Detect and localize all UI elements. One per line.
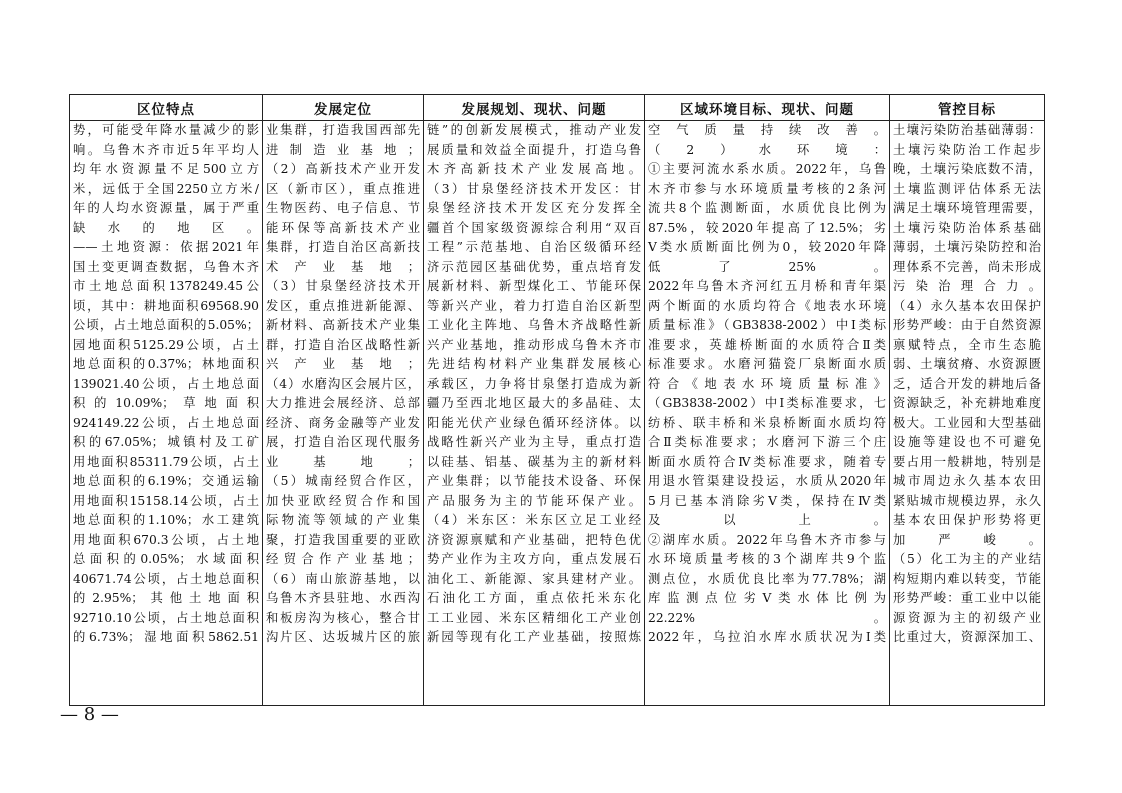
cell-text-line: （4）米东区：米东区立足工业经 (427, 513, 641, 527)
cell-text-line: 工程”示范基地、自治区级循环经 (427, 240, 641, 254)
cell-environment-goals (645, 121, 890, 706)
cell-text-line: 能环保等高新技术产业 (266, 220, 420, 235)
cell-text-line: 石油化工方面，重点依托米东化 (427, 591, 641, 605)
cell-text-line: 集群，打造自治区高新技 (266, 240, 420, 254)
cell-text-line: ——土地资源：依据2021年 (73, 240, 259, 254)
cell-text-line: ①主要河流水系水质。2022年，乌鲁 (648, 162, 886, 176)
cell-text-line: （4）水磨沟区会展片区， (266, 376, 420, 391)
cell-text-line: 基本农田保护形势将更 (893, 513, 1041, 527)
cell-text-line: 响。乌鲁木齐市近5年平均人 (73, 142, 259, 157)
cell-text-line: 土壤污染防治工作起步 (893, 142, 1041, 157)
cell-text-line: （GB3838-2002）中Ⅰ类标准要求，七 (648, 396, 886, 410)
header-environment-goals: 区域环境目标、现状、问题 (645, 95, 890, 121)
cell-text-line: 源资源为主的初级产业 (893, 610, 1041, 625)
cell-text-line: 92710.10公顷，占土地总面积 (73, 610, 259, 625)
cell-text-line: 薄弱，土壤污染防控和治 (893, 240, 1041, 254)
cell-text-line: 晚，土壤污染底数不清， (893, 162, 1041, 176)
cell-text-line: 沟片区、达坂城片区的旅 (266, 630, 420, 644)
cell-text-line: 大力推进会展经济、总部 (266, 396, 420, 410)
cell-text-line: 疆乃至西北地区最大的多晶硅、太 (427, 396, 641, 410)
cell-text-line: 园地面积5125.29公顷，占土 (73, 337, 259, 352)
cell-text-line: 业基地； (266, 454, 420, 469)
cell-text-line: （5）化工为主的产业结 (893, 552, 1041, 566)
header-control-goals: 管控目标 (890, 95, 1045, 121)
cell-development-planning (424, 121, 645, 706)
cell-text-line: 势产业作为主攻方向，重点发展石 (427, 552, 641, 566)
cell-text-line: 米，远低于全国2250立方米/ (73, 181, 259, 196)
cell-text-line: 承载区，力争将甘泉堡打造成为新 (427, 376, 641, 391)
cell-text-line: （5）城南经贸合作区， (266, 474, 420, 488)
cell-text-line: 22.22%。 (648, 610, 886, 625)
cell-text-line: 济示范园区基础优势，重点培育发 (427, 259, 641, 274)
cell-text-line: 均年水资源量不足500立方 (73, 162, 259, 176)
cell-text-line: 构短期内难以转变，节能 (893, 571, 1041, 586)
cell-text-line: （3）甘泉堡经济技术开发区：甘 (427, 181, 641, 196)
cell-text-line: 低了25%。 (648, 259, 886, 274)
cell-text-line: 区（新市区），重点推进 (266, 181, 420, 196)
cell-text-line: 土壤监测评估体系无法 (893, 181, 1041, 196)
cell-text-line: 进制造业基地； (266, 142, 420, 157)
cell-text-line: 理体系不完善，尚未形成 (893, 259, 1041, 274)
cell-text-line: 经济、商务金融等产业发 (266, 415, 420, 430)
cell-text-line: 阳能光伏产业绿色循环经济体。以 (427, 415, 641, 430)
cell-text-line: 紧贴城市规模边界，永久 (893, 493, 1041, 508)
cell-text-line: 的2.95%；其他土地面积 (73, 591, 259, 605)
cell-text-line: 流共8个监测断面，水质优良比例为 (648, 201, 886, 215)
cell-text-line: 国土变更调查数据，乌鲁木齐 (73, 259, 259, 274)
cell-text-line: 际物流等领域的产业集 (266, 513, 420, 527)
cell-text-line: 疆首个国家级资源综合利用“双百 (427, 220, 641, 235)
cell-text-line: 积的10.09%；草地面积 (73, 396, 259, 410)
cell-text-line: 40671.74公顷，占土地总面积 (73, 571, 259, 586)
cell-text-line: 木齐高新技术产业发展高地。 (427, 162, 641, 176)
cell-text-line: 乌鲁木齐县驻地、水西沟 (266, 591, 420, 605)
cell-text-line: 木齐市参与水环境质量考核的2条河 (648, 181, 886, 196)
cell-text-line: 聚，打造我国重要的亚欧 (266, 532, 420, 547)
data-table (69, 94, 1045, 706)
cell-text-line: 纺桥、联丰桥和米泉桥断面水质均符 (648, 415, 886, 430)
cell-text-line: 用地面积15158.14公顷，占土 (73, 493, 259, 508)
cell-text-line: 资源缺乏，补充耕地难度 (893, 396, 1041, 410)
cell-text-line: 济资源禀赋和产业基础，把特色优 (427, 532, 641, 547)
cell-location-features (70, 121, 263, 706)
cell-text-line: （6）南山旅游基地，以 (266, 571, 420, 586)
cell-text-line: 积的67.05%；城镇村及工矿 (73, 435, 259, 449)
cell-text-line: 油化工、新能源、家具建材产业。 (427, 571, 641, 586)
cell-text-line: （2）高新技术产业开发 (266, 162, 420, 176)
cell-text-line: 土壤污染防治基础薄弱： (893, 123, 1041, 137)
table-header-row (70, 95, 1045, 121)
cell-text-line: 生物医药、电子信息、节 (266, 201, 420, 215)
cell-text-line: 水环境质量考核的3个湖库共9个监 (648, 552, 886, 566)
cell-text-line: 断面水质符合Ⅳ类标准要求，随着专 (648, 454, 886, 469)
table-row (70, 121, 1045, 706)
cell-text-line: 城市周边永久基本农田 (893, 474, 1041, 488)
cell-text-line: 的6.73%；湿地面积5862.51 (73, 630, 259, 644)
page-number: — 8 — (60, 704, 119, 725)
cell-text-line: （3）甘泉堡经济技术开 (266, 279, 420, 293)
cell-control-goals (890, 121, 1045, 706)
cell-text-line: 产品服务为主的节能环保产业。 (427, 493, 641, 508)
cell-text-line: 先进结构材料产业集群发展核心 (427, 357, 641, 371)
cell-text-line: 符合《地表水环境质量标准》 (648, 376, 886, 391)
cell-text-line: 满足土壤环境管理需要， (893, 201, 1041, 215)
cell-text-line: 库监测点位劣Ⅴ类水体比例为 (648, 591, 886, 605)
cell-text-line: 形势严峻：由于自然资源 (893, 318, 1041, 332)
cell-text-line: 地总面积的6.19%；交通运输 (73, 474, 259, 488)
cell-text-line: 工工业园、米东区精细化工产业创 (427, 610, 641, 625)
cell-text-line: 土壤污染防治体系基础 (893, 220, 1041, 235)
cell-text-line: 合Ⅱ类标准要求；水磨河下游三个庄 (648, 435, 886, 449)
cell-text-line: 及以上。 (648, 513, 886, 527)
cell-text-line: 势，可能受年降水量减少的影 (73, 123, 259, 137)
cell-text-line: 年的人均水资源量，属于严重 (73, 201, 259, 215)
cell-text-line: 展，打造自治区现代服务 (266, 435, 420, 449)
cell-text-line: （2）水环境： (648, 142, 886, 157)
cell-text-line: 标准要求。水磨河猫瓷厂泉断面水质 (648, 357, 886, 371)
cell-text-line: 工业化主阵地、乌鲁木齐战略性新 (427, 318, 641, 332)
cell-text-line: 产业集群；以节能技术设备、环保 (427, 474, 641, 488)
cell-text-line: 链”的创新发展模式，推动产业发 (427, 123, 641, 137)
cell-development-positioning (263, 121, 424, 706)
cell-text-line: 924149.22公顷，占土地总面 (73, 415, 259, 430)
header-development-positioning: 发展定位 (263, 95, 424, 121)
header-location-features: 区位特点 (70, 95, 263, 121)
cell-text-line: 质量标准》（GB3838-2002）中Ⅰ类标 (648, 318, 886, 332)
cell-text-line: 要占用一般耕地，特别是 (893, 454, 1041, 469)
cell-text-line: ②湖库水质。2022年乌鲁木齐市参与 (648, 532, 886, 547)
cell-text-line: 用地面积85311.79公顷，占土 (73, 454, 259, 469)
cell-text-line: 5月已基本消除劣Ⅴ类，保持在Ⅳ类 (648, 493, 886, 508)
cell-text-line: 空气质量持续改善。 (648, 123, 886, 137)
cell-text-line: （4）永久基本农田保护 (893, 298, 1041, 313)
cell-text-line: 禀赋特点，全市生态脆 (893, 337, 1041, 352)
cell-text-line: 经贸合作产业基地； (266, 552, 420, 566)
cell-text-line: 139021.40公顷，占土地总面 (73, 376, 259, 391)
cell-text-line: 比重过大，资源深加工、 (893, 630, 1041, 644)
cell-text-line: 设施等建设也不可避免 (893, 435, 1041, 449)
cell-text-line: 以硅基、铝基、碳基为主的新材料 (427, 454, 641, 469)
cell-text-line: 术产业基地； (266, 259, 420, 274)
cell-text-line: 地总面积的0.37%；林地面积 (73, 357, 259, 371)
cell-text-line: 2022年乌鲁木齐河红五月桥和青年渠 (648, 279, 886, 293)
cell-text-line: 新园等现有化工产业基础，按照炼 (427, 630, 641, 644)
cell-text-line: 2022年，乌拉泊水库水质状况为Ⅰ类 (648, 630, 886, 644)
cell-text-line: 战略性新兴产业为主导，重点打造 (427, 435, 641, 449)
cell-text-line: 新材料、高新技术产业集 (266, 318, 420, 332)
cell-text-line: 用地面积670.3公顷，占土地 (73, 532, 259, 547)
cell-text-line: 弱、土壤贫瘠、水资源匮 (893, 357, 1041, 371)
cell-text-line: 地总面积的1.10%；水工建筑 (73, 513, 259, 527)
cell-text-line: 极大。工业园和大型基础 (893, 415, 1041, 430)
cell-text-line: 展新材料、新型煤化工、节能环保 (427, 279, 641, 293)
cell-text-line: 泉堡经济技术开发区充分发挥全 (427, 201, 641, 215)
cell-text-line: 总面积的0.05%；水域面积 (73, 552, 259, 566)
cell-text-line: 兴产业基地，推动形成乌鲁木齐市 (427, 337, 641, 352)
cell-text-line: 展质量和效益全面提升，打造乌鲁 (427, 142, 641, 157)
cell-text-line: Ⅴ类水质断面比例为0，较2020年降 (648, 240, 886, 254)
cell-text-line: 污染治理合力。 (893, 279, 1041, 293)
cell-text-line: 形势严峻：重工业中以能 (893, 591, 1041, 605)
cell-text-line: 加快亚欧经贸合作和国 (266, 493, 420, 508)
cell-text-line: 两个断面的水质均符合《地表水环境 (648, 298, 886, 313)
cell-text-line: 兴产业基地； (266, 357, 420, 371)
cell-text-line: 87.5%，较2020年提高了12.5%；劣 (648, 220, 886, 235)
cell-text-line: 乏，适合开发的耕地后备 (893, 376, 1041, 391)
cell-text-line: 准要求，英雄桥断面的水质符合Ⅱ类 (648, 337, 886, 352)
cell-text-line: 公顷，占土地总面积的5.05%； (73, 318, 259, 332)
cell-text-line: 顷，其中：耕地面积69568.90 (73, 298, 259, 313)
cell-text-line: 群，打造自治区战略性新 (266, 337, 420, 352)
cell-text-line: 发区，重点推进新能源、 (266, 298, 420, 313)
cell-text-line: 缺水的地区。 (73, 220, 259, 235)
cell-text-line: 用退水管渠建设投运，水质从2020年 (648, 474, 886, 488)
cell-text-line: 测点位，水质优良比率为77.78%；湖 (648, 571, 886, 586)
header-development-planning: 发展规划、现状、问题 (424, 95, 645, 121)
cell-text-line: 加严峻。 (893, 532, 1041, 547)
cell-text-line: 业集群，打造我国西部先 (266, 123, 420, 137)
cell-text-line: 和板房沟为核心，整合甘 (266, 610, 420, 625)
cell-text-line: 市土地总面积1378249.45公 (73, 279, 259, 293)
cell-text-line: 等新兴产业，着力打造自治区新型 (427, 298, 641, 313)
